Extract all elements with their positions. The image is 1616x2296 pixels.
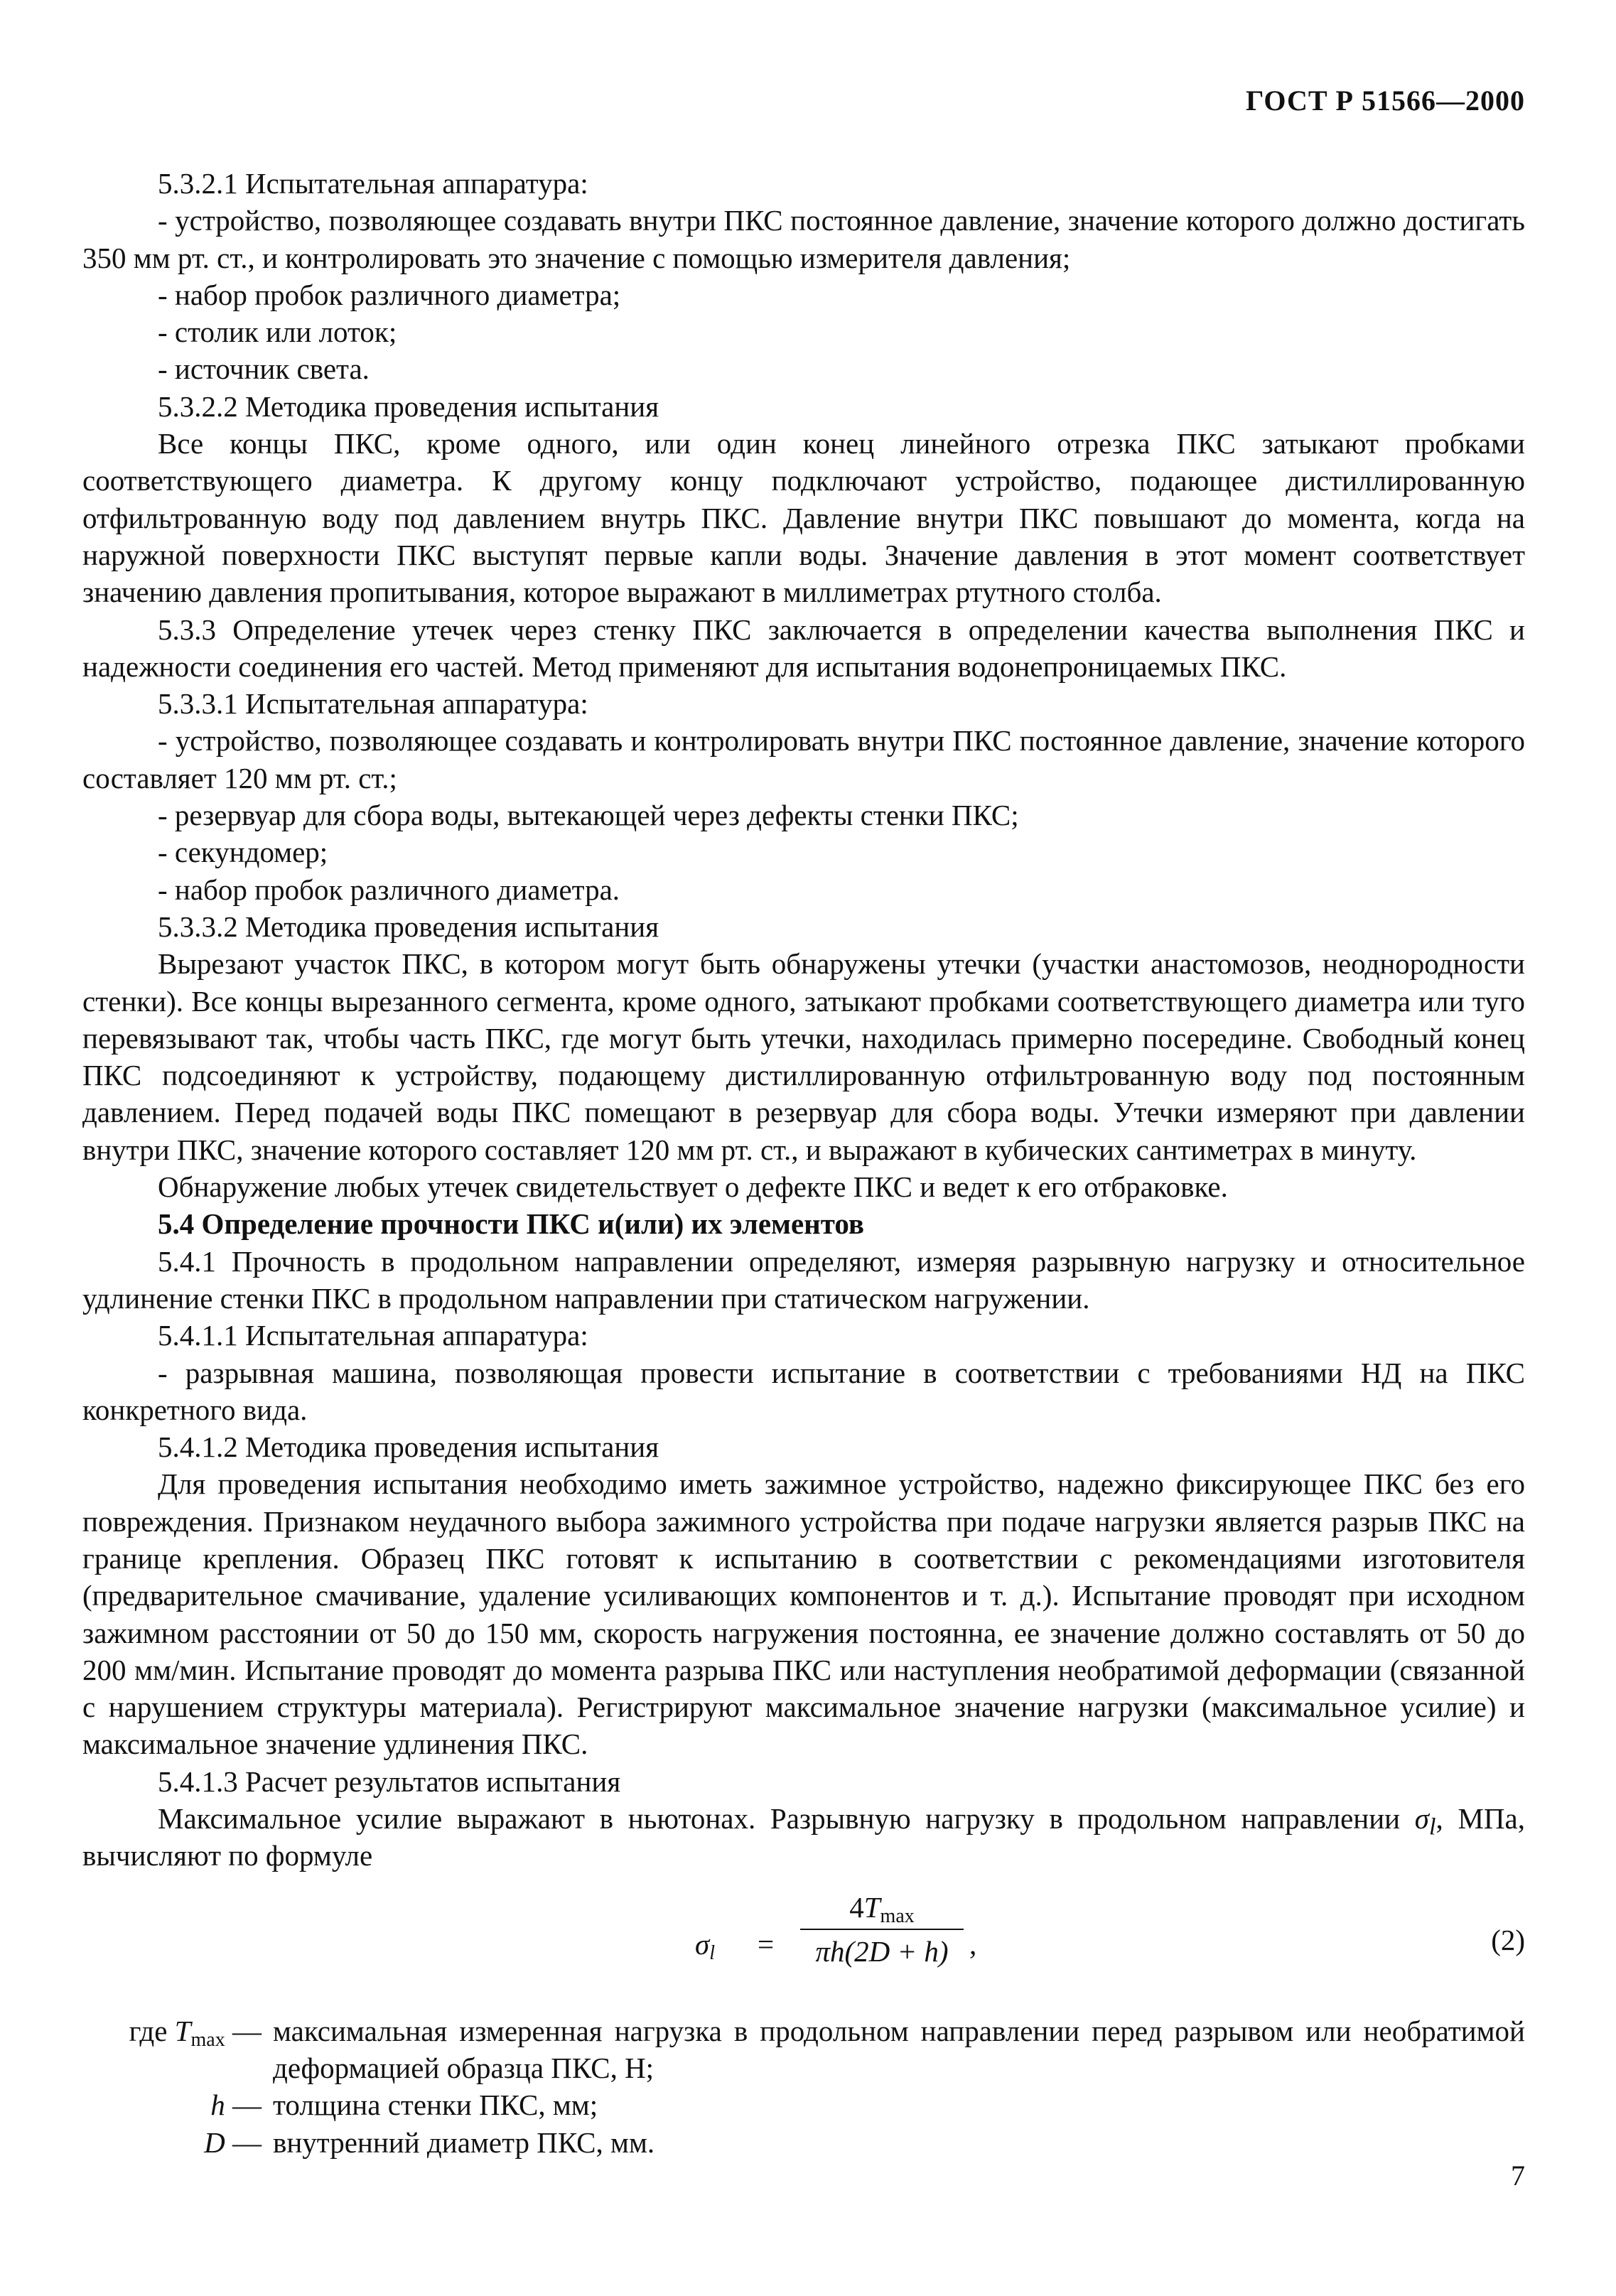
paragraph: 5.4.1.3 Расчет результатов испытания — [158, 1764, 621, 1798]
paragraph-list — [82, 165, 1525, 1800]
formula-intro-text-1: Максимальное усилие выражают в ньютонах. Разрывную нагрузку в продольном направлении — [158, 1802, 1415, 1836]
paragraph: Все концы ПКС, кроме одного, или один конец линейного отрезка ПКС затыкают пробками соответствующего диаметра. К другому концу подключают устройство, подающее дистиллированную отфильтрованную воду под давлением внутрь ПКС. Давление внутри ПКС повышают до момента, когда на наружной поверхности ПКС выступят первые капли воды. Значение давления в этот момент соответствует значению давления пропитывания, которое выражают в миллиметрах ртутного столба. — [82, 427, 1525, 609]
numerator-variable: T — [863, 1890, 880, 1924]
paragraph: - устройство, позволяющее создавать внутри ПКС постоянное давление, значение которого должно достигать 350 мм рт. ст., и контролировать это значение с помощью измерителя давления; — [82, 204, 1525, 274]
formula-number: (2) — [1491, 1923, 1525, 1956]
paragraph: - устройство, позволяющее создавать и контролировать внутри ПКС постоянное давление, значение которого составляет 120 мм рт. ст.; — [82, 724, 1525, 794]
definition-row — [82, 2124, 1525, 2161]
formula-intro-text-2: , МПа, вычисляют по формуле — [82, 1802, 1525, 1872]
definition-variable: D — [204, 2125, 225, 2159]
paragraph: Вырезают участок ПКС, в котором могут быть обнаружены утечки (участки анастомозов, неоднородности стенки). Все концы вырезанного сегмента, кроме одного, затыкают пробками соответствующего диаметра или туго перевязывают так, чтобы часть ПКС, где могут быть утечки, находилась примерно посередине. Свободный конец ПКС подсоединяют к устройству, подающему дистиллированную отфильтрованную воду под постоянным давлением. Перед подачей воды ПКС помещают в резервуар для сбора воды. Утечки измеряют при давлении внутри ПКС, значение которого составляет 120 мм рт. ст., и выражают в кубических сантиметрах в минуту. — [82, 947, 1525, 1166]
definition-variable: T — [174, 2014, 191, 2047]
paragraph: 5.3.3.2 Методика проведения испытания — [158, 910, 659, 943]
definition-variable: h — [210, 2089, 225, 2122]
paragraph: - источник света. — [158, 352, 370, 386]
formula-lhs-symbol: σ — [695, 1927, 710, 1961]
document-page — [82, 0, 1525, 2296]
definition-text: максимальная измеренная нагрузка в продольном направлении перед разрывом или необратимой деформацией образца ПКС, Н; — [273, 2014, 1525, 2084]
definition-text: толщина стенки ПКС, мм; — [273, 2089, 598, 2122]
paragraph: Для проведения испытания необходимо иметь зажимное устройство, надежно фиксирующее ПКС без его повреждения. Признаком неудачного выбора зажимного устройства при подаче нагрузки является разрыв ПКС на границе крепления. Образец ПКС готовят к испытанию в соответствии с рекомендациями изготовителя (предварительное смачивание, удаление усиливающих компонентов и т. д.). Испытание проводят при исходном зажимном расстоянии от 50 до 150 мм, скорость нагружения постоянна, ее значение должно составлять от 50 до 200 мм/мин. Испытание проводят до момента разрыва ПКС или наступления необратимой деформации (связанной с нарушением структуры материала). Регистрируют максимальное значение нагрузки (максимальное усилие) и максимальное значение удлинения ПКС. — [82, 1467, 1525, 1761]
formula-lhs-subscript: l — [709, 1941, 716, 1964]
formula-numerator — [800, 1889, 964, 1930]
paragraph: 5.3.2.2 Методика проведения испытания — [158, 389, 659, 423]
definition-row — [82, 2012, 1525, 2087]
standard-header: ГОСТ Р 51566—2000 — [1245, 85, 1525, 117]
paragraph: 5.4.1 Прочность в продольном направлении определяют, измеряя разрывную нагрузку и относительное удлинение стенки ПКС в продольном направлении при статическом нагружении. — [82, 1244, 1525, 1315]
definition-symbol — [82, 2086, 262, 2123]
formula-comma: , — [969, 1927, 977, 1961]
paragraph: 5.3.3 Определение утечек через стенку ПКС заключается в определении качества выполнения ПКС и надежности соединения его частей. Метод применяют для испытания водонепроницаемых ПКС. — [82, 613, 1525, 683]
definition-symbol — [82, 2124, 262, 2161]
formula-block — [82, 1883, 1525, 2008]
paragraph: - набор пробок различного диаметра. — [158, 873, 620, 906]
paragraph: 5.4 Определение прочности ПКС и(или) их элементов — [158, 1207, 865, 1241]
paragraph: 5.4.1.1 Испытательная аппаратура: — [158, 1319, 588, 1352]
sigma-subscript: l — [1429, 1813, 1436, 1840]
paragraph: 5.3.3.1 Испытательная аппаратура: — [158, 687, 588, 721]
definition-dash: — — [225, 2089, 262, 2122]
definition-dash: — — [225, 2125, 262, 2159]
definition-dash: — — [225, 2014, 262, 2047]
paragraph: 5.4.1.2 Методика проведения испытания — [158, 1430, 659, 1464]
definition-symbol — [82, 2012, 262, 2087]
definition-row — [82, 2086, 1525, 2123]
formula-fraction — [800, 1889, 964, 1971]
formula-lhs — [695, 1926, 715, 1963]
paragraph: Обнаружение любых утечек свидетельствует о дефекте ПКС и ведет к его отбраковке. — [158, 1170, 1228, 1204]
paragraph: 5.3.2.1 Испытательная аппаратура: — [158, 167, 588, 200]
definition-text: внутренний диаметр ПКС, мм. — [273, 2125, 655, 2159]
paragraph: - секундомер; — [158, 836, 328, 869]
paragraph: - столик или лоток; — [158, 316, 397, 349]
sigma-symbol: σ — [1414, 1802, 1430, 1836]
document-body — [82, 165, 1525, 2161]
paragraph: - разрывная машина, позволяющая провести испытание в соответствии с требованиями НД на ПКС конкретного вида. — [82, 1356, 1525, 1426]
definition-prefix: где — [129, 2014, 175, 2047]
paragraph: - набор пробок различного диаметра; — [158, 278, 621, 311]
paragraph-formula-intro — [82, 1800, 1525, 1875]
paragraph: - резервуар для сбора воды, вытекающей через дефекты стенки ПКС; — [158, 799, 1019, 832]
formula-denominator: πh(2D + h) — [815, 1934, 949, 1968]
definition-variable-subscript: max — [190, 2028, 225, 2051]
numerator-coefficient: 4 — [849, 1890, 864, 1924]
page-number: 7 — [1511, 2160, 1525, 2192]
formula-equals: = — [758, 1927, 775, 1961]
variable-definitions — [82, 2012, 1525, 2161]
numerator-subscript: max — [880, 1904, 915, 1927]
